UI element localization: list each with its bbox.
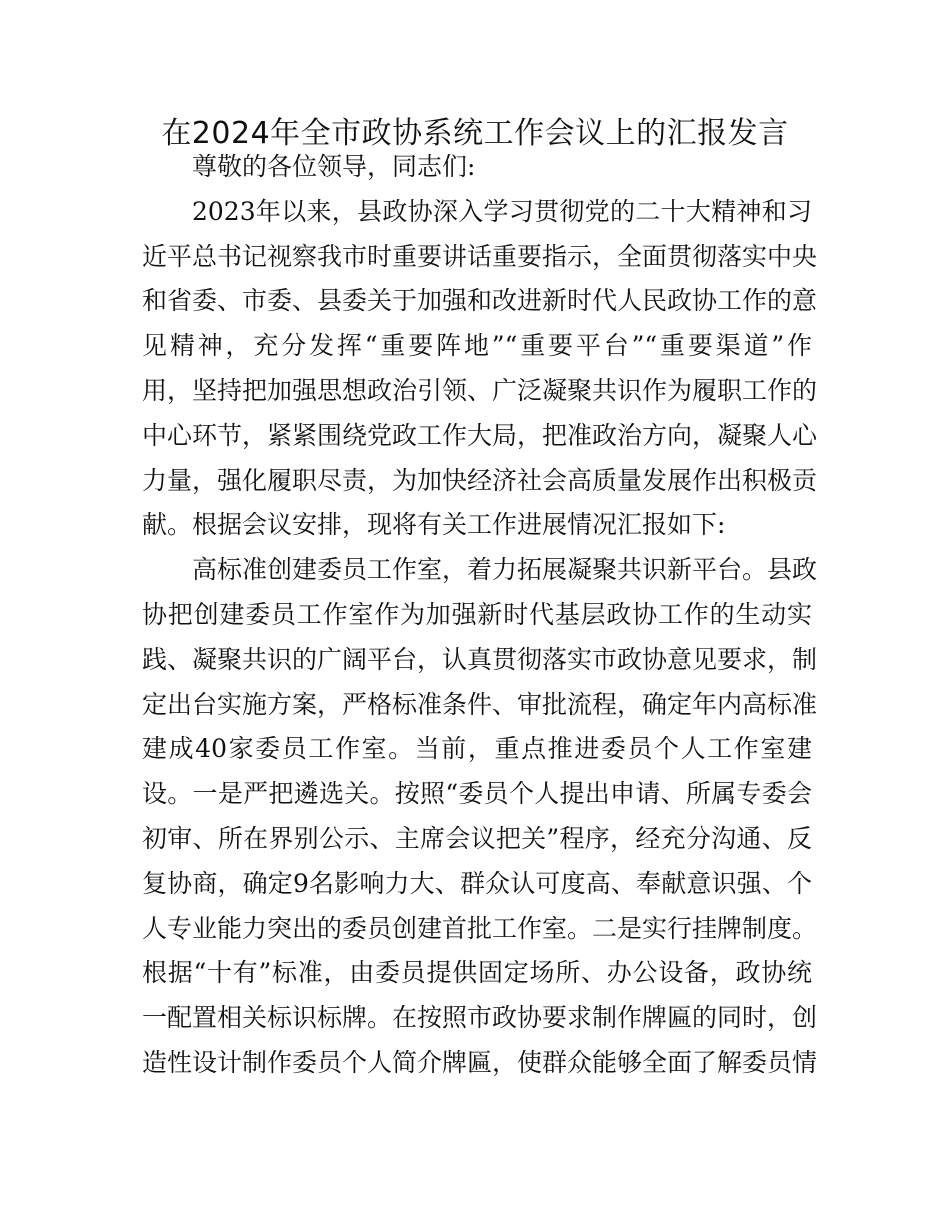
paragraph-line: 力量，强化履职尽责，为加快经济社会高质量发展作出积极贡 — [142, 465, 818, 495]
paragraph-line: 协把创建委员工作室作为加强新时代基层政协工作的生动实 — [142, 599, 812, 629]
paragraph-line: 造性设计制作委员个人简介牌匾，使群众能够全面了解委员情 — [142, 1047, 818, 1077]
paragraph-line: 建成40家委员工作室。当前，重点推进委员个人工作室建 — [142, 734, 812, 764]
paragraph-line: 献。根据会议安排，现将有关工作进展情况汇报如下: — [142, 510, 726, 540]
paragraph-line: 人专业能力突出的委员创建首批工作室。二是实行挂牌制度。 — [142, 913, 818, 943]
paragraph-line: 初审、所在界别公示、主席会议把关”程序，经充分沟通、反 — [142, 823, 812, 853]
paragraph-1 — [142, 190, 818, 548]
paragraph-line: 见精神，充分发挥“重要阵地”“重要平台”“重要渠道”作 — [142, 331, 812, 361]
paragraph-line: 践、凝聚共识的广阔平台，认真贯彻落实市政协意见要求，制 — [142, 644, 818, 674]
paragraph-line: 设。一是严把遴选关。按照“委员个人提出申请、所属专委会 — [142, 779, 812, 809]
paragraph-line: 复协商，确定9名影响力大、群众认可度高、奉献意识强、个 — [142, 868, 812, 898]
paragraph-line: 高标准创建委员工作室，着力拓展凝聚共识新平台。县政 — [192, 555, 818, 585]
paragraph-line: 近平总书记视察我市时重要讲话重要指示，全面贯彻落实中央 — [142, 241, 818, 271]
salutation — [142, 145, 812, 190]
paragraph-2 — [142, 548, 818, 1086]
paragraph-line: 一配置相关标识标牌。在按照市政协要求制作牌匾的同时，创 — [142, 1003, 818, 1033]
paragraph-line: 定出台实施方案，严格标准条件、审批流程，确定年内高标准 — [142, 689, 818, 719]
paragraph-line: 2023年以来，县政协深入学习贯彻党的二十大精神和习 — [192, 196, 812, 226]
paragraph-line: 根据“十有”标准，由委员提供固定场所、办公设备，政协统 — [142, 958, 812, 988]
paragraph-line: 和省委、市委、县委关于加强和改进新时代人民政协工作的意 — [142, 286, 818, 316]
document-body — [142, 145, 818, 1086]
paragraph-line: 用，坚持把加强思想政治引领、广泛凝聚共识作为履职工作的 — [142, 375, 818, 405]
document-title: 在2024年全市政协系统工作会议上的汇报发言 — [161, 116, 789, 151]
salutation-line: 尊敬的各位领导，同志们: — [192, 152, 476, 181]
paragraph-line: 中心环节，紧紧围绕党政工作大局，把准政治方向，凝聚人心 — [142, 420, 818, 450]
